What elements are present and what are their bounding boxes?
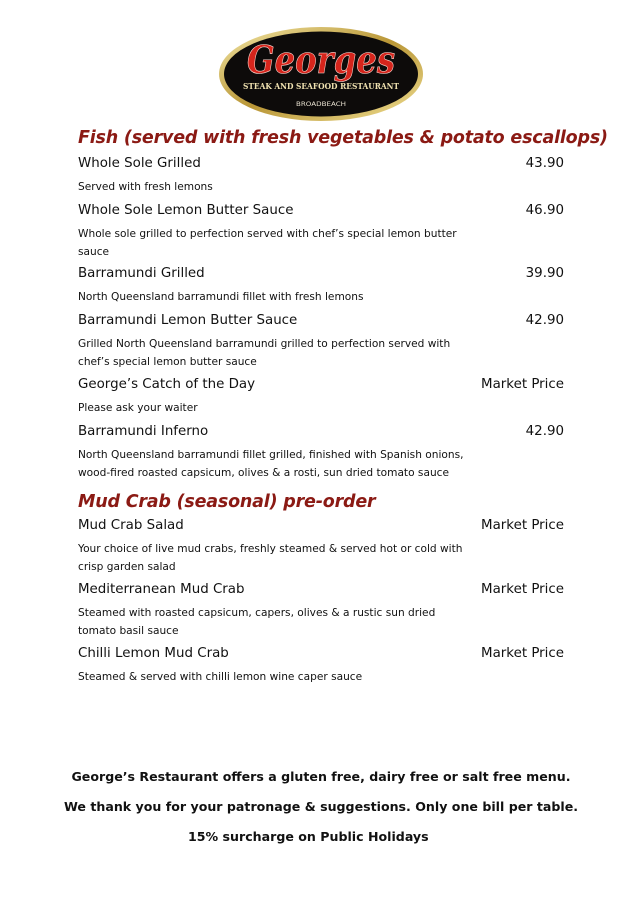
logo-name: Georges: [247, 37, 395, 82]
footer-surcharge-note: 15% surcharge on Public Holidays: [188, 829, 429, 844]
menu-item: [78, 424, 564, 482]
item-price: Market Price: [481, 377, 564, 392]
item-price: 42.90: [525, 424, 564, 439]
item-description: Your choice of live mud crabs, freshly steamed & served hot or cold with crisp garden salad: [78, 543, 463, 573]
menu-item: [78, 377, 564, 417]
footer-dietary-note: George’s Restaurant offers a gluten free, dairy free or salt free menu.: [71, 769, 571, 784]
item-name: George’s Catch of the Day: [78, 377, 256, 392]
item-name: Mud Crab Salad: [78, 518, 184, 533]
item-price: 46.90: [525, 203, 564, 218]
menu-item: [78, 518, 564, 576]
item-description: North Queensland barramundi fillet grilled, finished with Spanish onions, wood-fired roasted capsicum, olives & a rosti, sun dried tomato sauce: [78, 449, 464, 479]
item-price: Market Price: [481, 646, 564, 661]
menu-item: [78, 582, 564, 640]
item-price: 42.90: [525, 313, 564, 328]
item-name: Barramundi Inferno: [78, 424, 209, 439]
item-description: Steamed with roasted capsicum, capers, olives & a rustic sun dried tomato basil sauce: [78, 607, 436, 637]
logo-location: BROADBEACH: [296, 101, 347, 108]
menu-item: [78, 313, 564, 371]
item-price: Market Price: [481, 582, 564, 597]
logo-subtitle: STEAK AND SEAFOOD RESTAURANT: [243, 82, 400, 92]
item-name: Mediterranean Mud Crab: [78, 582, 245, 597]
item-name: Whole Sole Grilled: [78, 156, 201, 171]
item-price: 43.90: [525, 156, 564, 171]
menu-item: [78, 156, 564, 196]
item-name: Barramundi Lemon Butter Sauce: [78, 313, 298, 328]
item-name: Chilli Lemon Mud Crab: [78, 646, 229, 661]
item-description: North Queensland barramundi fillet with fresh lemons: [78, 291, 364, 303]
item-price: 39.90: [525, 266, 564, 281]
item-description: Served with fresh lemons: [78, 181, 213, 193]
item-description: Please ask your waiter: [78, 402, 198, 414]
restaurant-logo: [217, 25, 425, 123]
section-title-fish: Fish (served with fresh vegetables & potato escallops): [78, 128, 608, 148]
footer-thanks-note: We thank you for your patronage & suggestions. Only one bill per table.: [63, 799, 579, 814]
item-name: Barramundi Grilled: [78, 266, 205, 281]
item-price: Market Price: [481, 518, 564, 533]
item-description: Whole sole grilled to perfection served with chef’s special lemon butter sauce: [78, 228, 457, 258]
item-name: Whole Sole Lemon Butter Sauce: [78, 203, 294, 218]
item-description: Grilled North Queensland barramundi grilled to perfection served with chef’s special lemon butter sauce: [78, 338, 451, 368]
item-description: Steamed & served with chilli lemon wine caper sauce: [78, 671, 363, 683]
menu-item: [78, 266, 564, 306]
menu-item: [78, 203, 564, 261]
section-title-mud-crab: Mud Crab (seasonal) pre-order: [78, 492, 376, 512]
menu-item: [78, 646, 564, 686]
